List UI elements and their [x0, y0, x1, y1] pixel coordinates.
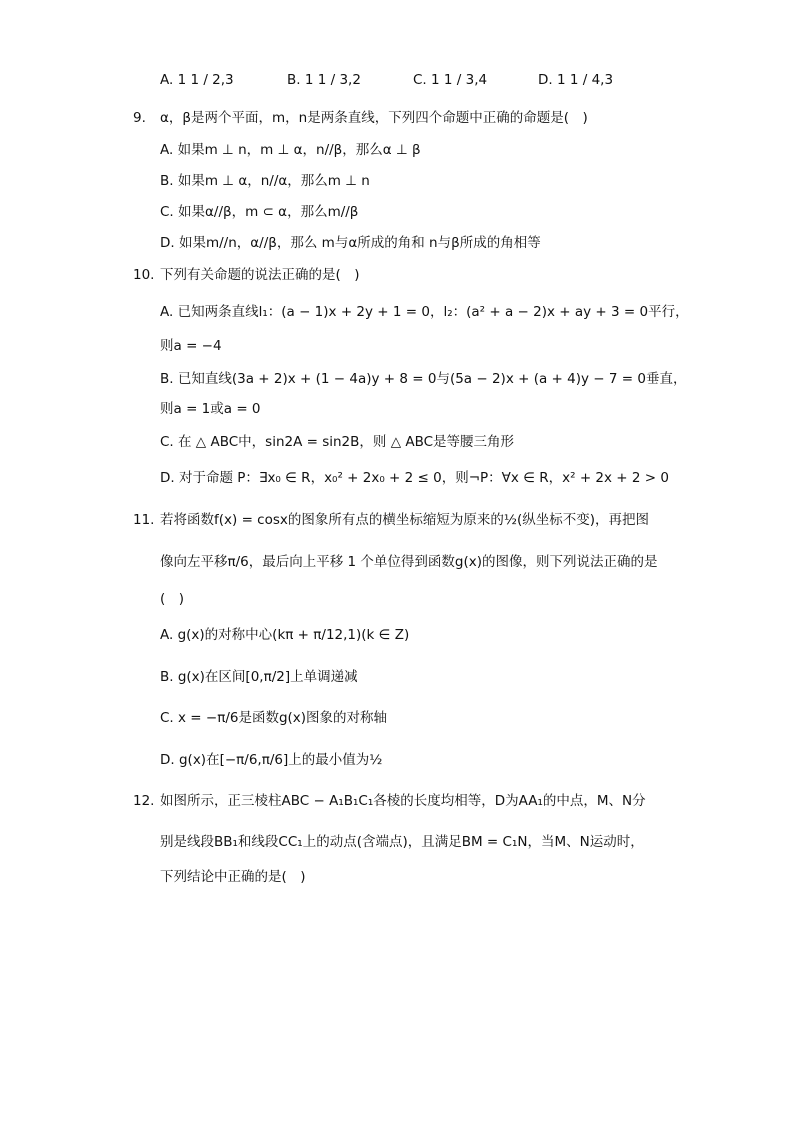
q11-option-b: B. g(x)在区间[0,π/2]上单调递减: [160, 669, 358, 685]
q10-option-a-line2: 则a = −4: [160, 338, 222, 354]
q12-number: 12.: [133, 793, 155, 809]
q10-option-b-line1: B. 已知直线(3a + 2)x + (1 − 4a)y + 8 = 0与(5a − 2)x + (a + 4)y − 7 = 0垂直，: [160, 371, 687, 387]
q12-stem-line2: 别是线段BB₁和线段CC₁上的动点(含端点)，且满足BM = C₁N，当M、N运动时，: [160, 834, 644, 850]
q11-option-a: A. g(x)的对称中心(kπ + π/12,1)(k ∈ Z): [160, 627, 410, 643]
q11-option-c: C. x = −π/6是函数g(x)图象的对称轴: [160, 710, 388, 726]
q10-option-a-line1: A. 已知两条直线l₁：(a − 1)x + 2y + 1 = 0，l₂：(a² + a − 2)x + ay + 3 = 0平行，: [160, 304, 689, 320]
q10-number: 10.: [133, 267, 155, 283]
q11-stem-line1: 若将函数f(x) = cosx的图象所有点的横坐标缩短为原来的½(纵坐标不变)，再把图: [160, 512, 649, 528]
q10-option-b-line2: 则a = 1或a = 0: [160, 401, 261, 417]
q9-option-a: A. 如果m ⊥ n，m ⊥ α，n//β，那么α ⊥ β: [160, 142, 421, 158]
q8-option-d: D. 1 1 / 4,3: [538, 72, 614, 88]
q12-stem-line3: 下列结论中正确的是( ): [160, 869, 306, 885]
q9-stem: α，β是两个平面，m，n是两条直线，下列四个命题中正确的命题是( ): [160, 110, 588, 126]
q8-option-a: A. 1 1 / 2,3: [160, 72, 234, 88]
q9-number: 9.: [133, 110, 146, 126]
q9-option-c: C. 如果α//β，m ⊂ α，那么m//β: [160, 204, 359, 220]
q8-option-b: B. 1 1 / 3,2: [287, 72, 361, 88]
q10-stem: 下列有关命题的说法正确的是( ): [160, 267, 360, 283]
q9-option-b: B. 如果m ⊥ α，n//α，那么m ⊥ n: [160, 173, 370, 189]
q11-option-d: D. g(x)在[−π/6,π/6]上的最小值为½: [160, 752, 383, 768]
q11-number: 11.: [133, 512, 155, 528]
q10-option-c: C. 在 △ ABC中，sin2A = sin2B，则 △ ABC是等腰三角形: [160, 434, 515, 450]
q12-stem-line1: 如图所示，正三棱柱ABC − A₁B₁C₁各棱的长度均相等，D为AA₁的中点，M、N分: [160, 793, 646, 809]
q10-option-d: D. 对于命题 P：∃x₀ ∈ R，x₀² + 2x₀ + 2 ≤ 0，则¬P：∀x ∈ R，x² + 2x + 2 > 0: [160, 470, 669, 486]
q8-option-c: C. 1 1 / 3,4: [413, 72, 488, 88]
q11-stem-line2: 像向左平移π/6，最后向上平移 1 个单位得到函数g(x)的图像，则下列说法正确的是: [160, 554, 658, 570]
q11-stem-line3: ( ): [160, 591, 185, 607]
q9-option-d: D. 如果m//n，α//β，那么 m与α所成的角和 n与β所成的角相等: [160, 235, 541, 251]
